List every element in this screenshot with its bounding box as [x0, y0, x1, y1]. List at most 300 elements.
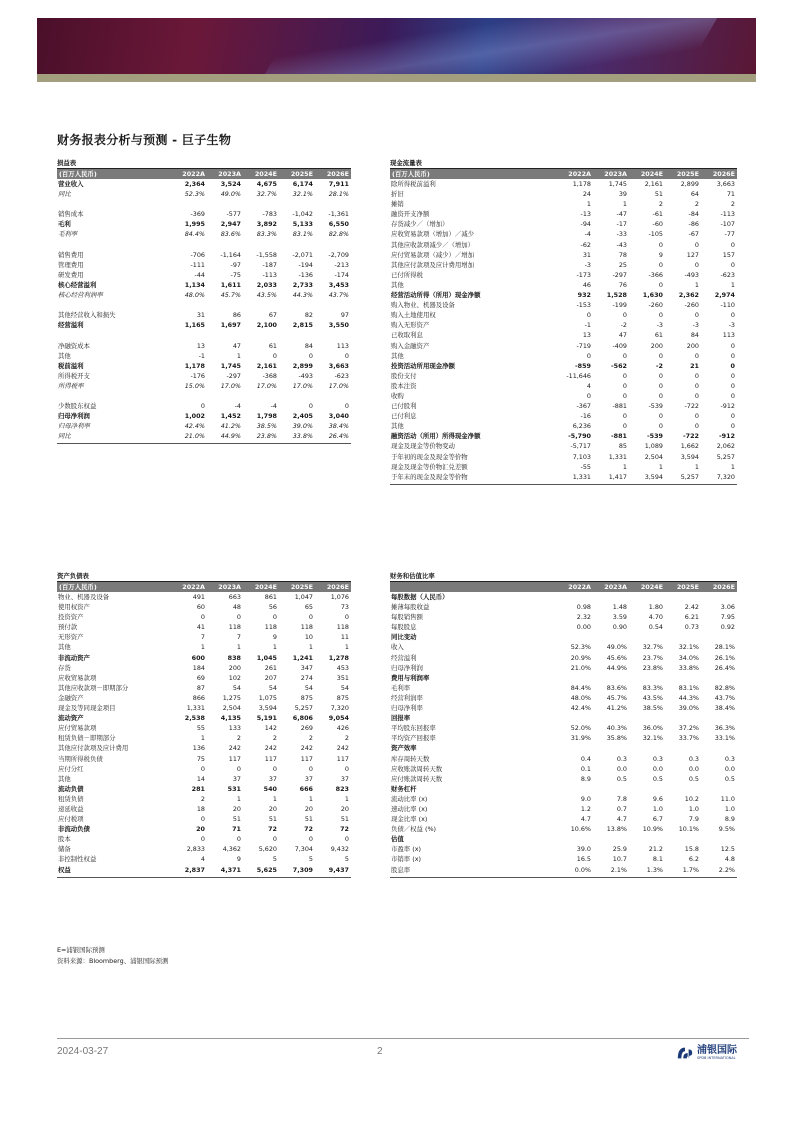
row-label: 股息率: [391, 865, 411, 874]
table-cell: [557, 784, 593, 794]
row-label: 已付股利: [391, 402, 417, 411]
table-row: [390, 431, 737, 441]
table-cell: 1: [308, 794, 313, 803]
table-cell: 43.5%: [256, 291, 277, 300]
cashflow-statement-table: [390, 158, 737, 485]
table-cell: 2,364: [184, 180, 205, 188]
row-label: 购入土地使用权: [391, 311, 436, 320]
table-cell: 117: [300, 754, 313, 763]
table-row: [390, 743, 737, 753]
table-cell: -94: [580, 220, 591, 229]
row-label: 资产效率: [391, 744, 417, 753]
row-label: 其他应付款项及应计费用: [58, 744, 129, 753]
table-cell: 1,745: [608, 180, 627, 188]
table-cell: -2: [655, 361, 663, 370]
table-cell: 0.0%: [574, 865, 591, 874]
table-cell: 33.7%: [678, 734, 699, 743]
table-row: [57, 703, 351, 713]
table-cell: 242: [300, 744, 313, 753]
table-cell: 0: [694, 391, 699, 400]
table-cell: -3: [728, 321, 735, 330]
table-cell: 0.54: [648, 623, 663, 632]
table-cell: 7.8: [616, 794, 627, 803]
table-cell: 1.0: [652, 804, 663, 813]
row-label: 其他: [391, 422, 404, 431]
table-cell: -539: [648, 402, 663, 411]
table-cell: [665, 592, 701, 602]
table-cell: 13: [582, 331, 591, 340]
table-cell: 0: [622, 422, 627, 431]
table-cell: -55: [580, 462, 591, 471]
table-cell: -260: [684, 301, 699, 310]
table-cell: 0.0: [616, 764, 627, 773]
table-cell: 33.8%: [292, 432, 313, 441]
unit-label: (百万人民币): [59, 583, 97, 591]
year-header: 2024E: [254, 170, 277, 178]
row-label: 核心经营溢利: [58, 280, 97, 289]
table-row: [390, 462, 737, 472]
row-label: 储备: [58, 845, 71, 854]
table-row: [390, 472, 737, 482]
table-cell: -107: [720, 220, 735, 229]
table-cell: 0: [200, 613, 205, 622]
table-cell: -13: [580, 210, 591, 219]
table-cell: 1: [730, 462, 735, 471]
table-cell: 113: [336, 341, 349, 350]
table-cell: 84: [304, 341, 313, 350]
table-cell: -1: [198, 351, 205, 360]
row-label: 预付款: [58, 623, 78, 632]
table-row: [390, 250, 737, 260]
table-cell: -912: [719, 432, 735, 441]
table-cell: 83.3%: [642, 683, 663, 692]
table-cell: 0: [308, 764, 313, 773]
table-cell: -97: [230, 260, 241, 269]
table-row: [57, 673, 351, 683]
table-cell: -722: [683, 432, 699, 441]
table-cell: [665, 784, 701, 794]
table-cell: 0: [344, 764, 349, 773]
row-label: 归母净利率: [391, 704, 423, 713]
table-cell: -61: [652, 210, 663, 219]
table-cell: 17.0%: [292, 381, 313, 390]
row-label: 净融资成本: [58, 341, 90, 350]
row-label: 非控制性权益: [58, 855, 97, 864]
table-cell: 28.1%: [714, 643, 735, 652]
table-cell: 12.5: [720, 845, 735, 854]
table-cell: -105: [648, 230, 663, 239]
table-cell: 118: [300, 623, 313, 632]
table-cell: 11.0: [720, 794, 735, 803]
table-row: [390, 612, 737, 622]
table-row: [390, 653, 737, 663]
table-cell: 2,161: [644, 180, 663, 188]
table-cell: 9: [272, 633, 277, 642]
table-row: [390, 189, 737, 199]
table-cell: 0: [200, 402, 205, 411]
table-cell: 38.4%: [714, 704, 735, 713]
row-label: 已付所得税: [391, 270, 423, 279]
table-cell: 60: [196, 603, 205, 612]
table-cell: -623: [720, 270, 735, 279]
table-cell: 0: [308, 402, 313, 411]
table-cell: 0: [694, 240, 699, 249]
table-cell: 14: [196, 774, 205, 783]
table-cell: 0: [586, 391, 591, 400]
table-cell: 84.4%: [184, 230, 205, 239]
table-cell: -409: [612, 341, 627, 350]
table-cell: 2: [308, 734, 313, 743]
table-cell: -783: [262, 210, 277, 219]
table-cell: 83.1%: [678, 683, 699, 692]
table-cell: 663: [228, 593, 241, 601]
table-cell: 0: [622, 311, 627, 320]
table-cell: 25: [618, 260, 627, 269]
table-cell: 0: [694, 422, 699, 431]
table-cell: 44.3%: [678, 693, 699, 702]
table-cell: 1.48: [612, 603, 627, 612]
row-label: 当期所得税负债: [58, 754, 103, 763]
table-cell: 3,663: [328, 361, 349, 370]
row-label: 流动负债: [58, 784, 84, 793]
table-cell: 0.92: [720, 623, 735, 632]
year-header: 2024E: [640, 583, 663, 591]
table-cell: 32.7%: [256, 190, 277, 199]
year-header: 2026E: [712, 170, 735, 178]
year-header: 2026E: [326, 170, 349, 178]
table-cell: -4: [270, 402, 277, 411]
table-cell: 0: [272, 835, 277, 844]
year-header: 2023A: [218, 583, 241, 591]
table-cell: [557, 743, 593, 753]
table-row: [390, 280, 737, 290]
footer-logo: [676, 1044, 737, 1062]
table-cell: 2,504: [644, 452, 663, 461]
table-cell: [701, 743, 737, 753]
row-label: 平均资产回报率: [391, 734, 436, 743]
table-cell: 17.0%: [256, 381, 277, 390]
table-cell: 0: [622, 381, 627, 390]
table-cell: [593, 784, 629, 794]
table-cell: 11: [340, 633, 349, 642]
table-cell: 44.9%: [606, 663, 627, 672]
table-cell: 117: [228, 754, 241, 763]
table-cell: 44.3%: [292, 291, 313, 300]
table-cell: 1: [622, 200, 627, 209]
table-cell: [701, 673, 737, 683]
row-label: 估值: [391, 835, 404, 844]
table-row: [57, 632, 351, 642]
table-cell: 242: [336, 744, 349, 753]
table-cell: 32.7%: [642, 643, 663, 652]
table-cell: 9.5%: [718, 825, 735, 834]
table-cell: 10.6%: [570, 825, 591, 834]
row-label: 其他: [391, 351, 404, 360]
table-title: 现金流量表: [390, 158, 737, 169]
table-cell: 32.1%: [642, 734, 663, 743]
table-cell: 3.59: [612, 613, 627, 622]
table-cell: 1.3%: [646, 865, 663, 874]
table-cell: 67: [268, 311, 277, 320]
table-cell: [315, 240, 351, 250]
table-cell: 4,135: [220, 714, 241, 723]
row-label: 购入无形资产: [391, 321, 430, 330]
table-cell: 38.5%: [256, 422, 277, 431]
table-cell: -5,717: [570, 442, 591, 451]
table-row: [390, 673, 737, 683]
row-label: 应付账款周转天数: [391, 774, 443, 783]
table-row: [390, 411, 737, 421]
table-cell: 17.0%: [328, 381, 349, 390]
table-cell: 4,362: [222, 845, 241, 854]
table-cell: 1: [272, 643, 277, 652]
table-cell: 33.8%: [678, 663, 699, 672]
table-cell: 7,320: [716, 472, 735, 481]
table-cell: 7,304: [294, 845, 313, 854]
table-cell: 37: [232, 774, 241, 783]
row-label: 营业收入: [58, 180, 84, 188]
table-row: [390, 834, 737, 844]
row-label: 同比: [58, 432, 71, 441]
table-cell: 0: [344, 351, 349, 360]
row-label: 毛利: [58, 220, 71, 229]
table-cell: 347: [300, 663, 313, 672]
table-cell: -113: [720, 210, 735, 219]
table-cell: 69: [196, 673, 205, 682]
table-cell: 6.2: [688, 855, 699, 864]
row-label: 非流动资产: [58, 653, 90, 662]
table-cell: 21.0%: [570, 663, 591, 672]
table-cell: 46: [582, 280, 591, 289]
row-label: 归母净利润: [58, 412, 90, 421]
table-row: [390, 602, 737, 612]
table-cell: 0: [308, 351, 313, 360]
table-cell: -493: [684, 270, 699, 279]
table-cell: 0: [236, 835, 241, 844]
table-cell: 453: [336, 663, 349, 672]
table-cell: -719: [576, 341, 591, 350]
table-cell: 0: [730, 391, 735, 400]
table-cell: -368: [262, 371, 277, 380]
table-cell: 8.9: [724, 815, 735, 824]
table-row: [390, 703, 737, 713]
table-cell: 82.8%: [328, 230, 349, 239]
table-cell: 1,528: [606, 291, 627, 300]
table-cell: 83.3%: [256, 230, 277, 239]
row-label: 流动比率 (x): [391, 794, 428, 803]
table-cell: 1: [658, 462, 663, 471]
table-cell: [243, 300, 279, 310]
table-cell: 8.1: [652, 855, 663, 864]
table-cell: 10.7: [612, 855, 627, 864]
table-row: [57, 219, 351, 229]
table-cell: 26.4%: [714, 663, 735, 672]
row-label: 负债／权益 (%): [391, 825, 437, 834]
table-cell: 0: [344, 402, 349, 411]
table-row: [57, 653, 351, 663]
table-cell: 0.7: [616, 804, 627, 813]
table-title: 资产负债表: [57, 571, 351, 582]
table-cell: 37: [304, 774, 313, 783]
table-cell: 48: [232, 603, 241, 612]
table-cell: 5,257: [716, 452, 735, 461]
table-row: [57, 824, 351, 834]
table-cell: 33.1%: [714, 734, 735, 743]
table-cell: 9: [236, 855, 241, 864]
row-label: 租赁负债－即期部分: [58, 734, 116, 743]
table-cell: -297: [226, 371, 241, 380]
table-row: [57, 270, 351, 280]
table-cell: 2,947: [220, 220, 241, 229]
table-row: [57, 341, 351, 351]
table-row: [390, 260, 737, 270]
table-row: [57, 865, 351, 875]
table-cell: 15.0%: [184, 381, 205, 390]
table-cell: [629, 743, 665, 753]
table-cell: 3,594: [680, 452, 699, 461]
table-cell: 0: [658, 391, 663, 400]
row-label: 流动资产: [58, 714, 84, 723]
table-cell: 0: [272, 613, 277, 622]
row-label: 同比变动: [391, 633, 417, 642]
table-cell: 51: [232, 815, 241, 824]
table-cell: 37.2%: [678, 724, 699, 733]
table-row: [390, 240, 737, 250]
table-cell: 9,437: [328, 865, 349, 874]
table-row: [57, 411, 351, 421]
table-cell: 0: [622, 351, 627, 360]
table-cell: -859: [575, 361, 591, 370]
table-cell: 5: [308, 855, 313, 864]
table-cell: 2.1%: [610, 865, 627, 874]
table-cell: [207, 330, 243, 340]
table-cell: [701, 834, 737, 844]
table-cell: -136: [298, 270, 313, 279]
table-cell: 2,538: [184, 714, 205, 723]
table-cell: 113: [722, 331, 735, 340]
table-cell: -62: [580, 240, 591, 249]
table-cell: 157: [722, 250, 735, 259]
table-row: [390, 814, 737, 824]
table-row: [390, 733, 737, 743]
table-cell: 0: [658, 371, 663, 380]
row-label: 现金及等同现金项目: [58, 704, 116, 713]
table-cell: -3: [584, 260, 591, 269]
table-row: [390, 824, 737, 834]
table-cell: 7.9: [688, 815, 699, 824]
table-cell: 117: [336, 754, 349, 763]
table-cell: 0: [622, 412, 627, 421]
table-cell: -4: [584, 230, 591, 239]
table-cell: 4,675: [256, 180, 277, 188]
table-cell: -1,042: [292, 210, 313, 219]
table-row: [390, 179, 737, 189]
table-cell: 242: [228, 744, 241, 753]
table-cell: 1: [622, 462, 627, 471]
table-cell: 51: [268, 815, 277, 824]
row-label: 市销率 (x): [391, 855, 421, 864]
table-cell: 1,331: [572, 472, 591, 481]
table-cell: -33: [616, 230, 627, 239]
table-row: [57, 391, 351, 401]
table-cell: -367: [576, 402, 591, 411]
table-cell: 75: [196, 754, 205, 763]
table-cell: [593, 743, 629, 753]
table-cell: 7: [200, 633, 205, 642]
table-cell: -199: [612, 301, 627, 310]
table-row: [57, 229, 351, 239]
row-label: 少数股东权益: [58, 402, 97, 411]
table-cell: 49.0%: [220, 190, 241, 199]
table-cell: 31: [582, 250, 591, 259]
table-cell: 15.8: [684, 845, 699, 854]
table-row: [390, 754, 737, 764]
table-cell: [665, 632, 701, 642]
table-cell: -4: [234, 402, 241, 411]
row-label: 现金及现金等价物汇兑差额: [391, 462, 468, 471]
table-cell: 838: [227, 653, 241, 662]
table-cell: [171, 240, 207, 250]
table-cell: 23.8%: [642, 663, 663, 672]
row-label: 其他应收款项－即期部分: [58, 683, 129, 692]
table-cell: 43.5%: [642, 693, 663, 702]
row-label: 每股数据（人民币）: [391, 593, 449, 601]
table-cell: 44.9%: [220, 432, 241, 441]
table-row: [57, 300, 351, 310]
table-cell: -1,361: [328, 210, 349, 219]
table-row: [57, 622, 351, 632]
row-label: 已收取利息: [391, 331, 423, 340]
table-cell: 20: [268, 804, 277, 813]
table-cell: 2,362: [678, 291, 699, 300]
table-row: [57, 854, 351, 864]
row-label: 税前溢利: [58, 361, 84, 370]
table-cell: 10.1%: [678, 825, 699, 834]
table-cell: 47: [618, 331, 627, 340]
table-row: [390, 300, 737, 310]
row-label: 摊薄每股收益: [391, 603, 430, 612]
income-statement-table: [57, 158, 351, 444]
footer-date: 2024-03-27: [57, 1046, 109, 1057]
table-cell: 1,134: [184, 280, 205, 289]
row-label: 其他: [58, 643, 71, 652]
table-cell: 0: [272, 351, 277, 360]
table-row: [390, 683, 737, 693]
row-label: 每股股息: [391, 623, 417, 632]
footnote-line: 资料来源：Bloomberg、浦银国际预测: [57, 957, 169, 965]
table-cell: [629, 632, 665, 642]
table-cell: 13.8%: [606, 825, 627, 834]
row-label: 其他经营收入和损失: [58, 311, 116, 320]
table-row: [57, 723, 351, 733]
table-cell: -623: [334, 371, 349, 380]
table-cell: 9,054: [328, 714, 349, 723]
table-cell: -5,790: [568, 432, 591, 441]
table-cell: [593, 673, 629, 683]
table-cell: [593, 592, 629, 602]
table-cell: 2,815: [292, 321, 313, 330]
table-row: [57, 189, 351, 199]
table-cell: 875: [336, 693, 349, 702]
table-cell: 0: [730, 260, 735, 269]
table-cell: 32.1%: [292, 190, 313, 199]
table-cell: [593, 632, 629, 642]
table-cell: [315, 199, 351, 209]
table-cell: -2,071: [292, 250, 313, 259]
table-header-row: [390, 582, 737, 592]
table-cell: 1,630: [642, 291, 663, 300]
row-label: 投资资产: [58, 613, 84, 622]
